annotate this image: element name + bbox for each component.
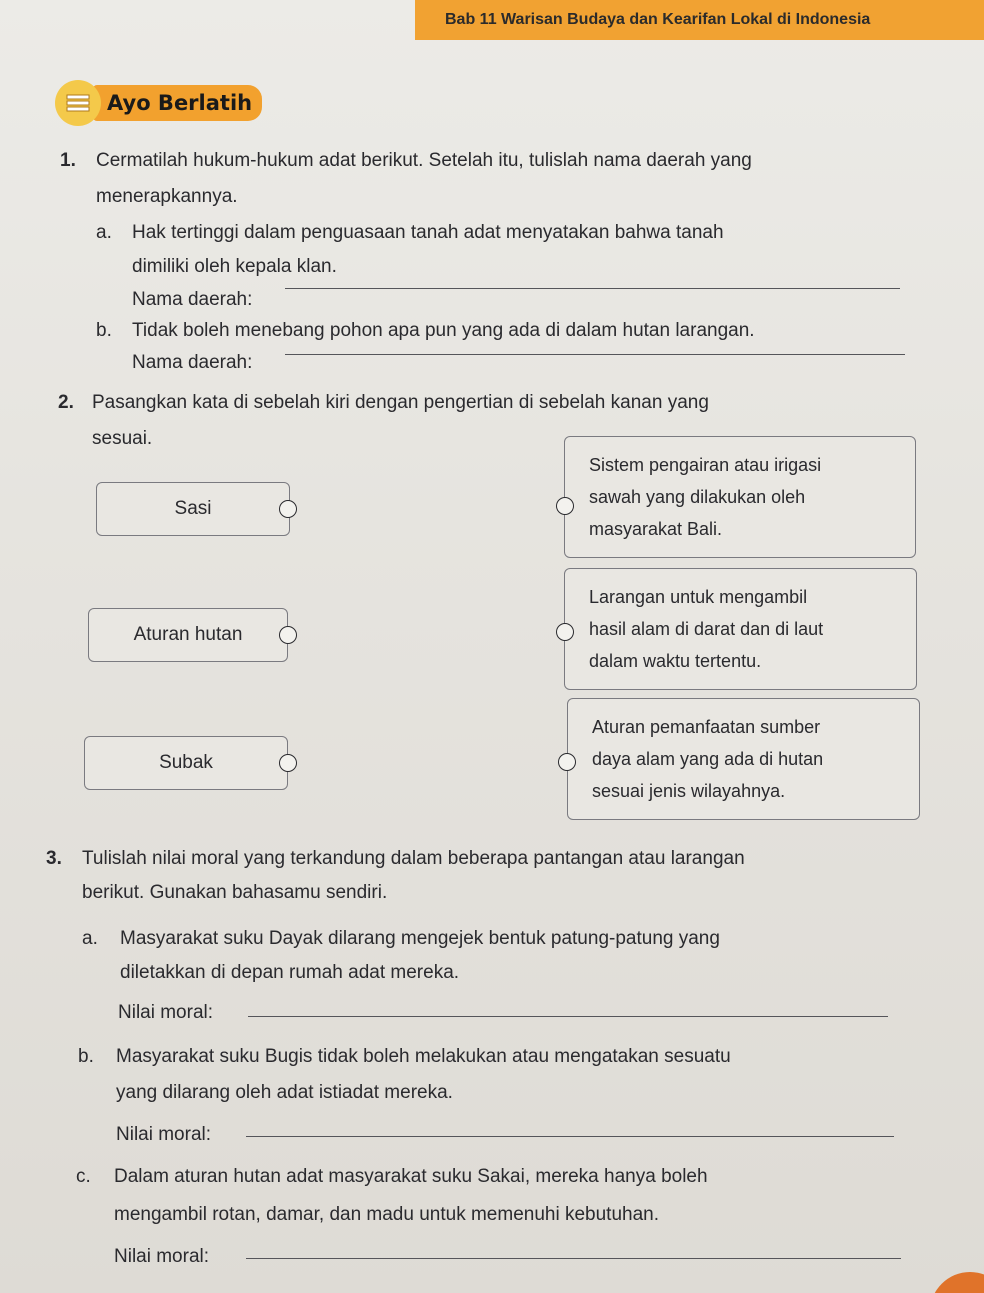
definition-line: daya alam yang ada di hutan [592, 749, 824, 769]
chapter-title: Bab 11 Warisan Budaya dan Kearifan Lokal di Indonesia [445, 11, 871, 28]
q3a-line2: diletakkan di depan rumah adat mereka. [120, 962, 460, 983]
q3a-answer-label: Nilai moral: [118, 1002, 214, 1023]
q3b-answer-label: Nilai moral: [116, 1124, 212, 1145]
section-badge [55, 80, 262, 126]
q1-number: 1. [60, 150, 76, 171]
q1a-answer-line[interactable] [285, 288, 900, 289]
definition-line: hasil alam di darat dan di laut [589, 619, 824, 639]
connector-dot-right[interactable] [556, 497, 574, 515]
q1b-line1: Tidak boleh menebang pohon apa pun yang ada di dalam hutan larangan. [132, 320, 755, 341]
connector-dot-right[interactable] [556, 623, 574, 641]
q1a-line1: Hak tertinggi dalam penguasaan tanah adat menyatakan bahwa tanah [132, 222, 724, 243]
q3-text-line1: Tulislah nilai moral yang terkandung dalam beberapa pantangan atau larangan [82, 848, 745, 869]
q3c-answer-line[interactable] [246, 1258, 901, 1259]
definition-box [564, 568, 917, 690]
q1b-answer-label: Nama daerah: [132, 352, 253, 373]
q1a-answer-label: Nama daerah: [132, 289, 253, 310]
term-label: Aturan hutan [133, 624, 243, 645]
definition-line: Sistem pengairan atau irigasi [589, 455, 822, 475]
q1-text-line1: Cermatilah hukum-hukum adat berikut. Setelah itu, tulislah nama daerah yang [96, 150, 752, 171]
q3b-line1: Masyarakat suku Bugis tidak boleh melakukan atau mengatakan sesuatu [116, 1046, 731, 1067]
q3c-line2: mengambil rotan, damar, dan madu untuk memenuhi kebutuhan. [114, 1204, 659, 1225]
q3-number: 3. [46, 848, 62, 869]
q2-text-line1: Pasangkan kata di sebelah kiri dengan pengertian di sebelah kanan yang [92, 392, 709, 413]
section-label: Ayo Berlatih [93, 85, 262, 121]
q3c-line1: Dalam aturan hutan adat masyarakat suku Sakai, mereka hanya boleh [114, 1166, 708, 1187]
term-box-subak [84, 736, 288, 790]
term-label: Sasi [174, 498, 212, 519]
term-label: Subak [159, 752, 213, 773]
definition-line: dalam waktu tertentu. [589, 651, 762, 671]
book-icon [55, 80, 101, 126]
q3a-answer-line[interactable] [248, 1016, 888, 1017]
q1-text-line2: menerapkannya. [96, 186, 238, 207]
page-corner-decoration [930, 1272, 984, 1293]
q3c-answer-label: Nilai moral: [114, 1246, 210, 1267]
definition-line: sawah yang dilakukan oleh [589, 487, 806, 507]
connector-dot-left[interactable] [279, 626, 297, 644]
definition-line: Aturan pemanfaatan sumber [592, 717, 821, 737]
q3b-answer-line[interactable] [246, 1136, 894, 1137]
q3a-line1: Masyarakat suku Dayak dilarang mengejek bentuk patung-patung yang [120, 928, 720, 949]
chapter-header [415, 0, 984, 40]
q3c-marker: c. [76, 1166, 91, 1187]
term-box-aturan-hutan [88, 608, 288, 662]
q3b-marker: b. [78, 1046, 94, 1067]
q2-text-line2: sesuai. [92, 428, 153, 449]
definition-line: sesuai jenis wilayahnya. [592, 781, 786, 801]
definition-box [567, 698, 920, 820]
definition-box [564, 436, 916, 558]
q1b-answer-line[interactable] [285, 354, 905, 355]
q1a-marker: a. [96, 222, 112, 243]
q3b-line2: yang dilarang oleh adat istiadat mereka. [116, 1082, 453, 1103]
connector-dot-right[interactable] [558, 753, 576, 771]
definition-line: masyarakat Bali. [589, 519, 723, 539]
term-box-sasi [96, 482, 290, 536]
connector-dot-left[interactable] [279, 500, 297, 518]
q1b-marker: b. [96, 320, 112, 341]
connector-dot-left[interactable] [279, 754, 297, 772]
definition-line: Larangan untuk mengambil [589, 587, 808, 607]
q3a-marker: a. [82, 928, 98, 949]
q3-text-line2: berikut. Gunakan bahasamu sendiri. [82, 882, 388, 903]
q1a-line2: dimiliki oleh kepala klan. [132, 256, 337, 277]
q2-number: 2. [58, 392, 74, 413]
